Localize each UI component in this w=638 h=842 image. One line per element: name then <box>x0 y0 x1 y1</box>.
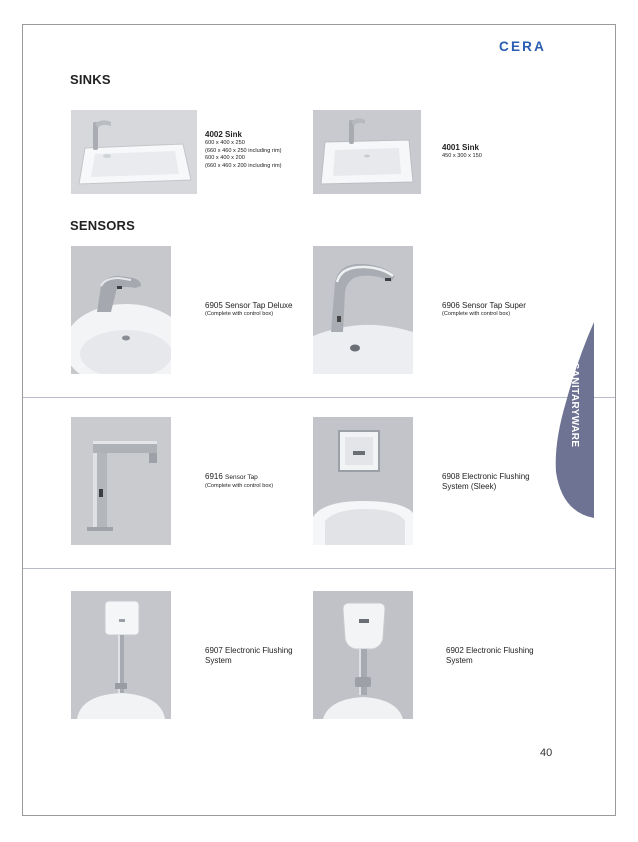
spec-line: (660 x 460 x 200 including rim) <box>205 162 282 169</box>
product-photo-6906 <box>313 246 413 374</box>
caption-6916 <box>205 472 273 491</box>
product-title-line2: System (Sleek) <box>442 482 497 491</box>
product-title-line2: System <box>205 656 232 665</box>
page-number: 40 <box>540 747 553 759</box>
product-title: 6908 Electronic Flushing <box>442 472 530 481</box>
product-title: 6907 Electronic Flushing <box>205 646 293 655</box>
caption-4001 <box>442 143 482 161</box>
product-photo-6907 <box>71 591 171 719</box>
cera-logo <box>499 39 555 53</box>
product-code: 6916 <box>205 472 223 481</box>
caption-6908 <box>442 472 530 492</box>
product-title: 6906 Sensor Tap Super <box>442 301 526 310</box>
product-title: 4002 Sink <box>205 130 242 139</box>
product-note: (Complete with control box) <box>205 483 274 489</box>
product-photo-4001 <box>313 110 421 194</box>
product-name: Sensor Tap <box>225 474 258 481</box>
caption-4002 <box>205 130 282 170</box>
product-note: (Complete with control box) <box>442 311 511 317</box>
caption-6902 <box>446 646 534 666</box>
logo-text: CERA <box>499 39 547 53</box>
product-photo-6902 <box>313 591 413 719</box>
heading-sensors: SENSORS <box>70 218 135 233</box>
section-divider <box>23 397 615 398</box>
side-tab-label: SANITARYWARE <box>569 362 580 448</box>
spec-line: 450 x 300 x 150 <box>442 153 482 159</box>
product-title <box>205 472 273 483</box>
product-title: 6905 Sensor Tap Deluxe <box>205 301 293 310</box>
heading-sinks: SINKS <box>70 72 111 87</box>
product-title: 4001 Sink <box>442 143 479 152</box>
caption-6906 <box>442 301 526 319</box>
product-title-line2: System <box>446 656 473 665</box>
caption-6907 <box>205 646 293 666</box>
spec-line: 600 x 400 x 200 <box>205 155 245 161</box>
product-photo-4002 <box>71 110 197 194</box>
spec-line: 600 x 400 x 250 <box>205 140 245 146</box>
product-title: 6902 Electronic Flushing <box>446 646 534 655</box>
product-photo-6905 <box>71 246 171 374</box>
product-photo-6916 <box>71 417 171 545</box>
caption-6905 <box>205 301 292 319</box>
product-note: (Complete with control box) <box>205 311 274 317</box>
spec-line: (660 x 460 x 250 including rim) <box>205 147 282 154</box>
product-photo-6908 <box>313 417 413 545</box>
section-divider <box>23 568 615 569</box>
